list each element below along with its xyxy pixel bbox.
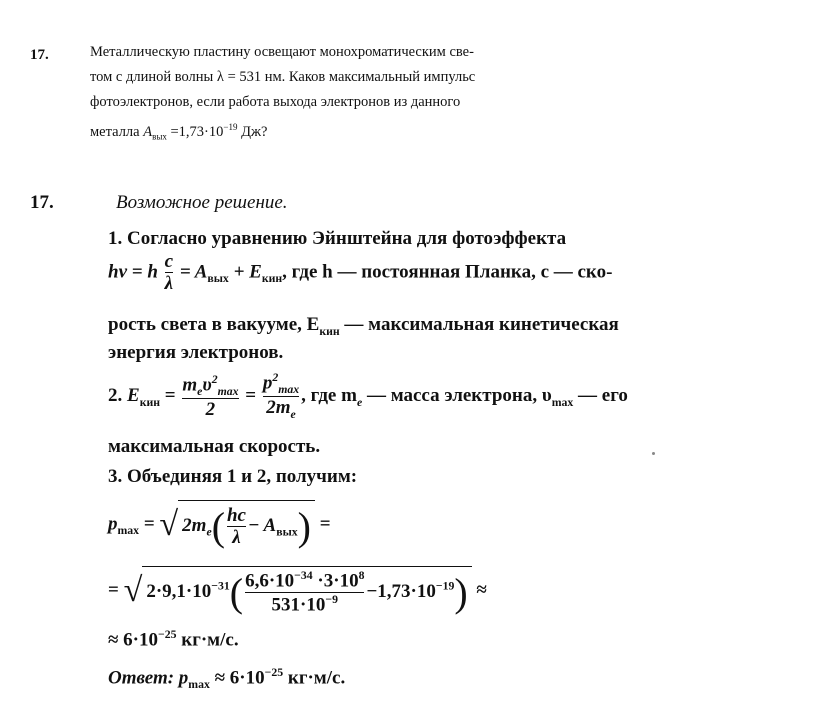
equation-5: ≈ $6\cdot 10^{-25}$ кг·м/с. [108,628,239,651]
line-energy: энергия электронов. [108,342,284,363]
problem-line-2: том с длиной волны λ = 531 нм. Каков максимальный импульс [90,69,476,85]
equation-1: hν = h $\frac{c}{\lambda}$ = $A_{вых} + E_{кин}$, где h — постоянная Планка, c — ско- [108,251,613,294]
answer: Ответ: $p_{max} \approx 6\cdot 10^{-25}$ кг·м/с. [108,666,346,692]
problem-number: 17. [30,47,49,63]
problem-line-1: Металлическую пластину освещают монохроматическим све- [90,44,474,60]
line-vacuum: рость света в вакууме, $E_{кин}$ — максимальная кинетическая [108,314,619,338]
line-maxspeed: максимальная скорость. [108,436,321,457]
equation-4: = √ $2\cdot 9,1\cdot 10^{-31}$( $\frac{6,6\cdot 10^{-34} \cdot 3\cdot 10^8}{531\cdot 10^{-9}}$ $-1,73\cdot 10^{-19}$) ≈ [108,566,487,616]
solution-number: 17. [30,192,54,213]
equation-3: $p_{max}$ = √ $2m_e$( $\frac{hc}{\lambda}$ − $A_{вых}$) = [108,500,331,550]
scan-speck [652,452,655,455]
problem-line-3: фотоэлектронов, если работа выхода электронов из данного [90,94,461,110]
equation-2: 2. $E_{кин}$ = $\frac{m_e\upsilon^2_{max}}{2}$ = $\frac{p^2_{max}}{2m_e}$ , где $m_e$ — масса электрона, $\upsilon_{max}$ — его [108,371,628,422]
step-3: 3. Объединяя 1 и 2, получим: [108,466,358,487]
problem-text [90,40,475,150]
step-1: 1. Согласно уравнению Эйнштейна для фотоэффекта [108,228,567,249]
solution-heading: Возможное решение. [116,192,288,213]
problem-line-4: металла $A_{вых} =1,73\cdot 10^{-19}$ Дж? [90,122,268,142]
